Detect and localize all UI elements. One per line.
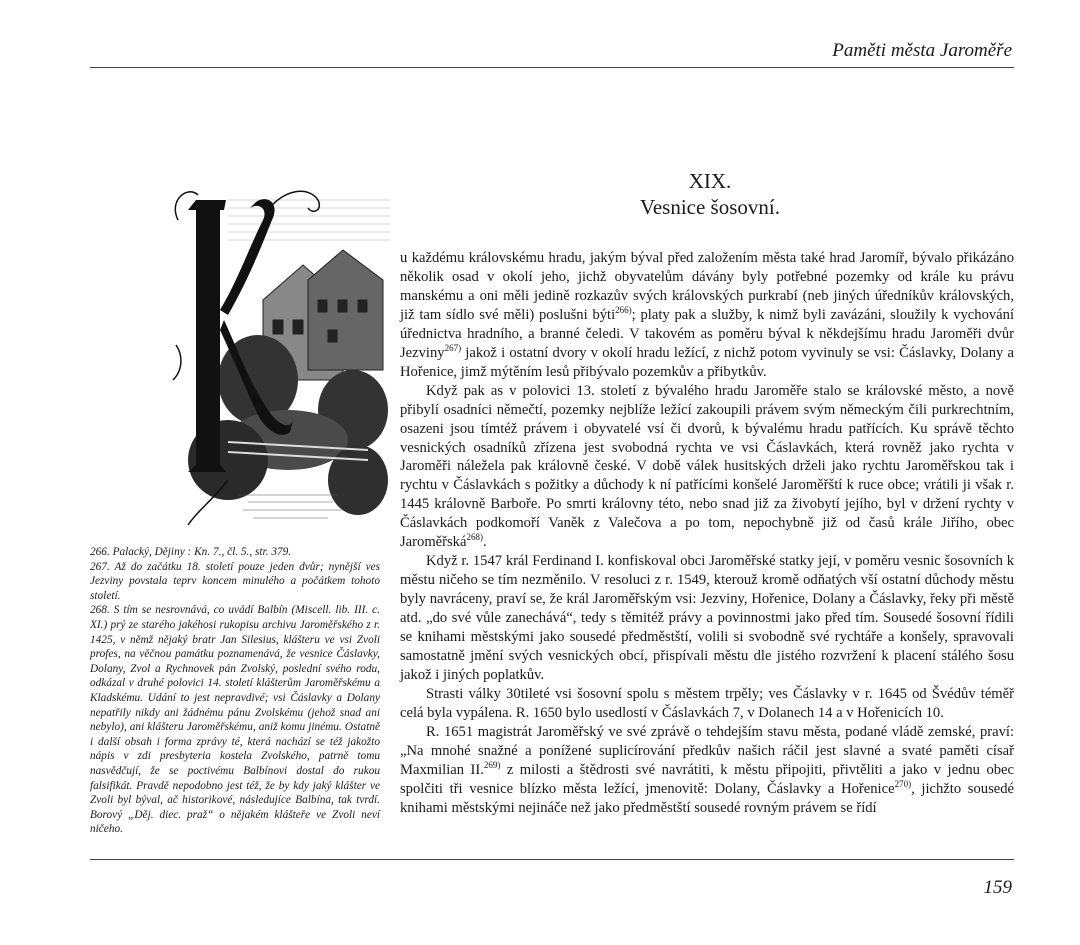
body-text bbox=[400, 249, 1014, 818]
footnotes bbox=[90, 545, 380, 837]
paragraph-4: Strasti války 30tileté vsi šosovní spolu s městem trpěly; ves Čáslavky v r. 1645 od Švédův téměř celá byla vypálena. R. 1650 bylo usedlostí v Čáslavkách 7, v Dolanech 14 a v Hořenicích 10. bbox=[400, 685, 1014, 721]
running-header: Paměti města Jaroměře bbox=[832, 40, 1012, 61]
paragraph-5: R. 1651 magistrát Jaroměřský ve své zprávě o tehdejším stavu města, podané vládě zemské, praví: „Na mnohé snažné a ponížené suplicírování předkův našich ráčil jest slavné a svaté paměti císař Maxmilian II.$^{269)}$ z milosti a štědrosti své navrátiti, k městu připojiti, přivtěliti a jako v jednu obec spolčiti tři vesnice blízko města ležící, jmenovitě: Dolany, Čáslavky a Hořenice$^{270)}$, jichžto sousedé knihami městskými nejináče než jako předměstští sousedé rovným právem se řídí bbox=[400, 723, 1014, 816]
footnote-ref-270[interactable]: 270) bbox=[894, 778, 912, 789]
paragraph-2: Když pak as v polovici 13. století z bývalého hradu Jaroměře stalo se královské město, a nově přibylí osadníci němečtí, pozemky nejblíže ležící zakoupili právem svým německým čili purkrechtním, osazeni jsou tímtéž právem i obyvatelé vsí či dvorů, k bývalému hradu patřících. Ku správě těchto vesnických osadníků zřízena jest svobodná rychta ve vsi Čáslavkách, která rovněž jako rychta v Jaroměři náležela pak královně české. V době válek husitských drželi jako rychtu Jaroměřskou tak i rychtu v Čáslavkách s požitky a důchody k ní patřícími konšelé Jaroměřští k ruce obce; vrátili ji však r. 1445 královně Barboře. Po smrti královny této, nebo snad již za živobytí jejího, byl v držení rychty v Čáslavkách podkomoří Vaněk z Valečova a po tom, nepochybně již od časů krále Jiřího, obec Jaroměřská$^{268)}$. bbox=[400, 382, 1014, 551]
chapter-title: Vesnice šosovní. bbox=[640, 195, 780, 219]
footer-rule bbox=[90, 859, 1014, 860]
paragraph-1: u každému královskému hradu, jakým býval před založením města také hrad Jaromíř, bývalo přikázáno několik osad v okolí jeho, jichž obyvatelům dávány byly potřebné pozemky od krále ku právu manskému a oni měli jedině rozkazův svých královských purkrabí (neb jiných úředníkův královských, již tam sídlo své měli) poslušni býti$^{266)}$; platy pak a služby, k nimž byli zavázáni, sloužily k vychování úřednictva hradního, a branné čeledi. V takovém as poměru býval k někdejšímu hradu Jaroměři dvůr Jezviny$^{267)}$ jakož i ostatní dvory v okolí hradu ležící, z nichž potom vyvinuly se vsi: Čáslavky, Dolany a Hořenice, jimž mýtěním lesů přibývalo pozemkův a přibytkův. bbox=[400, 250, 1014, 380]
footnote-268: 268. S tím se nesrovnává, co uvádí Balbín (Miscell. lib. III. c. XI.) prý ze starého jakéhosi rukopisu archivu Jaroměřského z r. 1425, v němž nějaký bratr Jan Silesius, klášteru ve vsi Zvoli profes, na věčnou památku poznamenává, že vesnice Čáslavky, Dolany, Zvol a Rychnovek pán Zvolský, poslední svého rodu, odkázal v druhé polovici 14. století klášterům Jaroměřskému a Kladskému. Udání to jest nepravdivé; vsi Čáslavky a Dolany nepatřily nikdy ani žádnému pánu Zvolskému (jehož snad ani nebylo), ani klášteru Jaroměřskému, aniž komu jinému. Ostatně i další obsah i forma zprávy té, která nachází se též jakožto nápis v zdi presbyteria kostela Zvolského, patrně tomu nasvědčují, že se poctivému Balbínovi dostal do rukou falsifikát. Pravdě nepodobno jest též, že by kdy jaký klášter ve Zvoli byl býval, ač historikové, následujíce Balbína, tak tvrdí. Borový „Děj. diec. praž“ o nějakém klášteře ve Zvoli neví ničeho. bbox=[90, 604, 380, 836]
footnote-267: 267. Až do začátku 18. století pouze jeden dvůr; nynější ves Jezviny povstala teprv koncem minulého a počátkem tohoto století. bbox=[90, 560, 380, 602]
chapter-number: XIX. bbox=[688, 169, 732, 193]
header-rule bbox=[90, 67, 1014, 68]
page-number: 159 bbox=[983, 877, 1012, 898]
footnote-ref-266[interactable]: 266) bbox=[615, 305, 632, 315]
chapter-heading bbox=[560, 168, 860, 220]
footnote-ref-268[interactable]: 268) bbox=[466, 532, 483, 543]
footnote-ref-267[interactable]: 267) bbox=[444, 342, 462, 353]
footnote-ref-269[interactable]: 269) bbox=[483, 759, 501, 770]
decorative-initial-K-with-village-engraving-icon bbox=[168, 180, 390, 530]
footnote-266: 266. Palacký, Dějiny : Kn. 7., čl. 5., str. 379. bbox=[90, 546, 292, 558]
paragraph-3: Když r. 1547 král Ferdinand I. konfiskoval obci Jaroměřské statky její, v poměru vesnic šosovních k městu ničeho se tím nezměnilo. V resoluci z r. 1549, kterouž kromě odňatých vší ostatní důchody městu byly navráceny, praví se, že král Jaroměřským vsi: Jezviny, Hořenice, Dolany a Čáslavky, řeky při městě atd. „do své vůle zanechává“, tedy s těmitéž právy a povinnostmi jako před tím. Sousedé šosovní řídili se knihami městskými jako sousedé předměstští, volili si svobodně své rychtáře a konšely, spravovali samostatně jmění svých vesnických obcí, přispívali městu dle jistého rozvržení k placení stálého šosu jakož i jiných poplatkův. bbox=[400, 553, 1014, 683]
